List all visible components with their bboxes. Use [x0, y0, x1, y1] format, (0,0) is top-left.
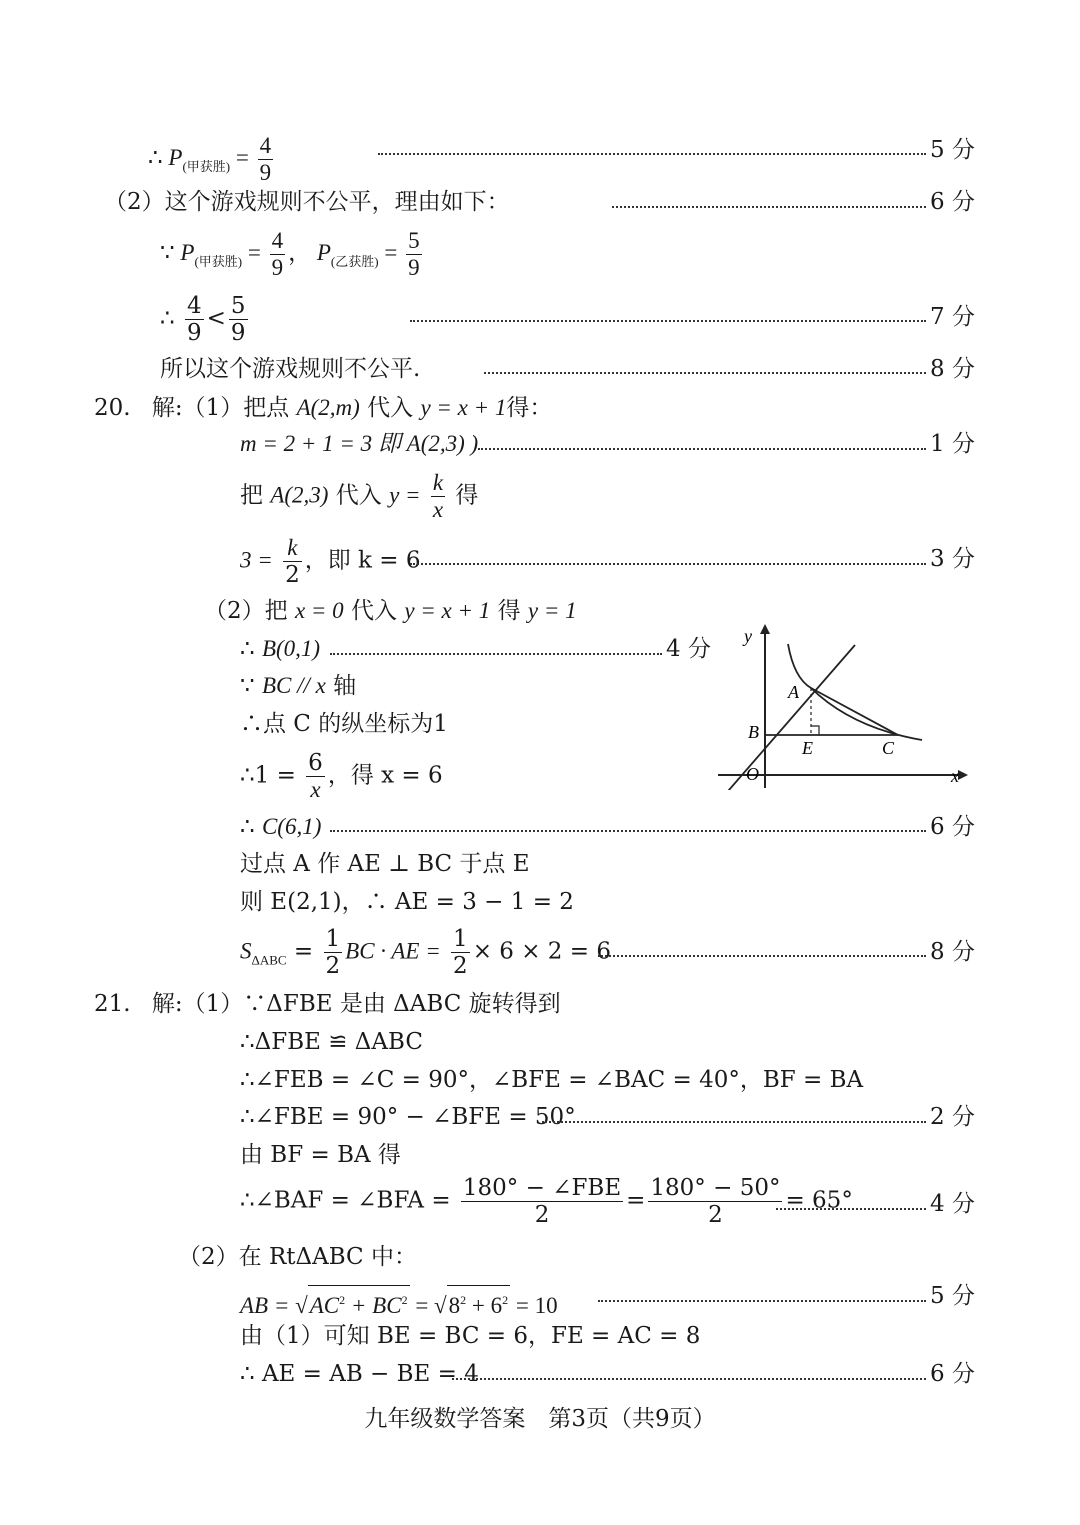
fraction-5-9 — [406, 228, 422, 281]
score-label: 4 分 — [930, 1191, 975, 1217]
q21-line8 — [240, 1285, 558, 1320]
label-A: A — [788, 682, 799, 702]
segment-AC — [811, 688, 898, 735]
denominator: x — [306, 776, 325, 803]
prob-symbol: P — [180, 239, 195, 265]
text: 把 — [240, 482, 263, 509]
math-expr: ，得 x = 6 — [327, 762, 443, 789]
numerator: 6 — [308, 750, 323, 776]
fraction-4-9 — [185, 293, 204, 346]
score-label: 8 分 — [930, 939, 975, 965]
math-expr: y = x + 1 — [404, 598, 491, 623]
q20-solve-x — [240, 750, 443, 803]
fraction-4-9 — [270, 228, 286, 281]
math-expr: + BC — [350, 1293, 402, 1318]
text: 得 — [455, 482, 479, 509]
math-expr: ∴∠BAF = ∠BFA = — [240, 1187, 451, 1214]
fraction-6-x — [306, 750, 325, 803]
dot-leader — [410, 563, 926, 565]
q20-part2 — [204, 597, 577, 625]
therefore-symbol: ∴ — [148, 144, 163, 170]
line-conclusion: 所以这个游戏规则不公平. — [160, 356, 421, 382]
q20-B — [240, 635, 320, 663]
label-O: O — [746, 764, 759, 784]
fraction-1-2 — [324, 926, 343, 979]
equals: = — [235, 144, 249, 170]
numerator: 5 — [408, 228, 420, 253]
q20-perpendicular: 过点 A 作 AE ⊥ BC 于点 E — [240, 851, 530, 877]
score-label: 5 分 — [930, 137, 975, 163]
text: 得 — [497, 598, 521, 624]
numerator: 5 — [230, 293, 246, 319]
q21-line4: ∴∠FBE = 90° − ∠BFE = 50° — [240, 1104, 576, 1130]
radicand — [308, 1285, 410, 1320]
score-label: 8 分 — [930, 356, 975, 382]
line-p-jia — [148, 133, 276, 186]
sqrt-sign: √ — [295, 1293, 308, 1318]
line-compare — [160, 293, 251, 346]
fraction-4-9 — [258, 133, 274, 186]
denominator: 2 — [285, 562, 300, 588]
solution-text: 解:（1）∵ΔFBE 是由 ΔABC 旋转得到 — [151, 991, 561, 1017]
numerator: 180° − 50° — [650, 1175, 781, 1201]
math-expr: y = — [389, 482, 421, 508]
page-footer: 九年级数学答案 第3页（共9页） — [364, 1406, 716, 1432]
fraction-5-9 — [229, 293, 248, 346]
therefore-symbol: ∴ — [160, 305, 175, 332]
exponent: 2 — [460, 1293, 467, 1307]
hyperbola-curve — [788, 644, 922, 740]
denominator: 9 — [230, 320, 246, 346]
math-expr: B(0,1) — [261, 636, 321, 661]
score-label: 4 分 — [666, 636, 711, 662]
q21-line7: （2）在 RtΔABC 中： — [178, 1244, 417, 1270]
q21-line1 — [94, 990, 561, 1018]
line-y-x-plus-1 — [722, 645, 855, 790]
therefore-symbol: ∴ — [240, 814, 255, 840]
numerator: 4 — [259, 133, 272, 158]
subscript: ΔABC — [251, 952, 287, 968]
dot-leader — [330, 830, 926, 832]
math-expr: ∴1 = — [240, 762, 296, 789]
sqrt-sign: √ — [434, 1293, 447, 1318]
numerator: 1 — [453, 926, 468, 952]
numerator: 180° − ∠FBE — [462, 1175, 622, 1201]
sub-jia: (甲获胜) — [182, 158, 231, 174]
exponent: 2 — [401, 1293, 408, 1307]
exponent: 2 — [502, 1293, 509, 1307]
q20-line3 — [240, 470, 478, 523]
denominator: 9 — [186, 320, 202, 346]
score-label: 6 分 — [930, 1361, 975, 1387]
score-label: 6 分 — [930, 189, 975, 215]
dot-leader — [484, 372, 926, 374]
solution-text: 解:（1）把点 — [151, 395, 290, 421]
math-expr: ，即 k = 6 — [304, 547, 421, 574]
dot-leader — [598, 1300, 926, 1302]
sub-jia: (甲获胜) — [194, 253, 243, 269]
numerator: 4 — [271, 228, 284, 253]
fraction-1-2 — [451, 926, 470, 979]
text: 代入 — [351, 598, 397, 624]
q21-line9: 由（1）可知 BE = BC = 6，FE = AC = 8 — [240, 1323, 701, 1349]
dot-leader — [776, 1208, 926, 1210]
q20-line1 — [94, 394, 552, 422]
math-expr: BC · AE = — [345, 938, 441, 964]
q21-line3: ∴∠FEB = ∠C = 90°，∠BFE = ∠BAC = 40°，BF = BA — [240, 1067, 864, 1093]
math-expr: = 10 — [515, 1293, 558, 1318]
score-label: 3 分 — [930, 546, 975, 572]
question-number: 20. — [94, 395, 131, 421]
math-expr: = 65° — [785, 1187, 853, 1214]
q20-line4 — [240, 535, 421, 588]
equals: = — [293, 938, 314, 965]
math-expr: AC — [309, 1293, 340, 1318]
denominator: 2 — [325, 953, 341, 979]
denominator: 2 — [453, 953, 468, 979]
text: 得： — [506, 395, 553, 421]
text: （2）把 — [204, 598, 288, 624]
text: 代入 — [367, 395, 414, 421]
fraction-k-x — [431, 470, 445, 523]
denominator: 2 — [461, 1201, 623, 1228]
denominator: 2 — [648, 1201, 782, 1228]
math-expr: + 6 — [471, 1293, 503, 1318]
less-than: < — [206, 305, 226, 332]
dot-leader — [410, 320, 926, 322]
numerator: 1 — [325, 926, 341, 952]
denominator: x — [432, 497, 444, 522]
math-expr: BC // x — [261, 673, 326, 698]
denominator: 9 — [271, 255, 284, 280]
score-label: 2 分 — [930, 1104, 975, 1130]
q20-area — [240, 926, 611, 979]
denominator: 9 — [259, 160, 272, 185]
q20-AE: 则 E(2,1)，∴ AE = 3 − 1 = 2 — [240, 889, 574, 915]
comma: ， — [288, 239, 312, 265]
q20-BC-parallel — [240, 672, 356, 700]
math-expr: A(2,m) — [296, 395, 360, 420]
dot-leader — [542, 1121, 926, 1123]
math-expr: y = 1 — [527, 598, 577, 623]
dot-leader — [612, 206, 926, 208]
question-number: 21. — [94, 991, 131, 1017]
math-expr: x = 0 — [294, 598, 344, 623]
sub-yi: (乙获胜) — [330, 253, 379, 269]
equals: = — [415, 1293, 429, 1318]
text: 代入 — [335, 482, 382, 509]
y-axis-arrow — [760, 624, 770, 634]
q21-line6 — [240, 1175, 853, 1228]
q20-line2: m = 2 + 1 = 3 即 A(2,3) ) — [240, 431, 479, 456]
coordinate-graph — [712, 620, 974, 790]
score-label: 1 分 — [930, 431, 975, 457]
x-axis-arrow — [958, 770, 968, 780]
math-expr: 8 — [448, 1293, 461, 1318]
equals: = — [626, 1187, 646, 1214]
dot-leader — [378, 153, 926, 155]
dot-leader — [598, 955, 926, 957]
prob-symbol: P — [168, 144, 183, 170]
score-label: 5 分 — [930, 1283, 975, 1309]
numerator: 4 — [186, 293, 202, 319]
equals: = — [384, 239, 398, 265]
math-expr: A(2,3) — [270, 482, 329, 508]
because-symbol: ∵ — [240, 673, 255, 699]
math-expr: S — [240, 938, 252, 964]
label-E: E — [802, 738, 813, 758]
math-expr: 3 = — [240, 547, 273, 573]
denominator: 9 — [408, 255, 420, 280]
line-because-probs — [160, 228, 425, 281]
label-B: B — [748, 722, 759, 742]
q20-C — [240, 813, 321, 841]
math-expr: y = x + 1 — [420, 395, 507, 420]
q20-point-c: ∴点 C 的纵坐标为1 — [240, 711, 448, 737]
right-angle-mark — [811, 726, 819, 735]
dot-leader — [452, 1378, 926, 1380]
numerator: k — [432, 470, 444, 495]
prob-symbol: P — [316, 239, 331, 265]
dot-leader — [478, 448, 926, 450]
dot-leader — [330, 653, 662, 655]
q21-line5: 由 BF = BA 得 — [240, 1142, 401, 1168]
numerator: k — [287, 535, 298, 560]
text: 轴 — [333, 673, 357, 699]
math-expr: AB = — [240, 1293, 290, 1318]
q21-line10: ∴ AE = AB − BE = 4 — [240, 1361, 479, 1387]
fraction-angle — [461, 1175, 623, 1228]
math-expr: C(6,1) — [261, 814, 322, 839]
score-label: 7 分 — [930, 304, 975, 330]
because-symbol: ∵ — [160, 239, 175, 265]
radicand — [447, 1285, 510, 1320]
equals: = — [247, 239, 261, 265]
therefore-symbol: ∴ — [240, 636, 255, 662]
label-C: C — [882, 738, 895, 758]
score-label: 6 分 — [930, 814, 975, 840]
fraction-k-2 — [283, 535, 302, 588]
fraction-angle-2 — [648, 1175, 782, 1228]
label-x: x — [951, 766, 959, 786]
exponent: 2 — [339, 1293, 346, 1307]
label-y: y — [744, 626, 752, 646]
q21-line2: ∴ΔFBE ≌ ΔABC — [240, 1029, 423, 1055]
math-expr: × 6 × 2 = 6 — [472, 938, 611, 965]
line-part2-heading: （2）这个游戏规则不公平，理由如下： — [104, 189, 510, 215]
